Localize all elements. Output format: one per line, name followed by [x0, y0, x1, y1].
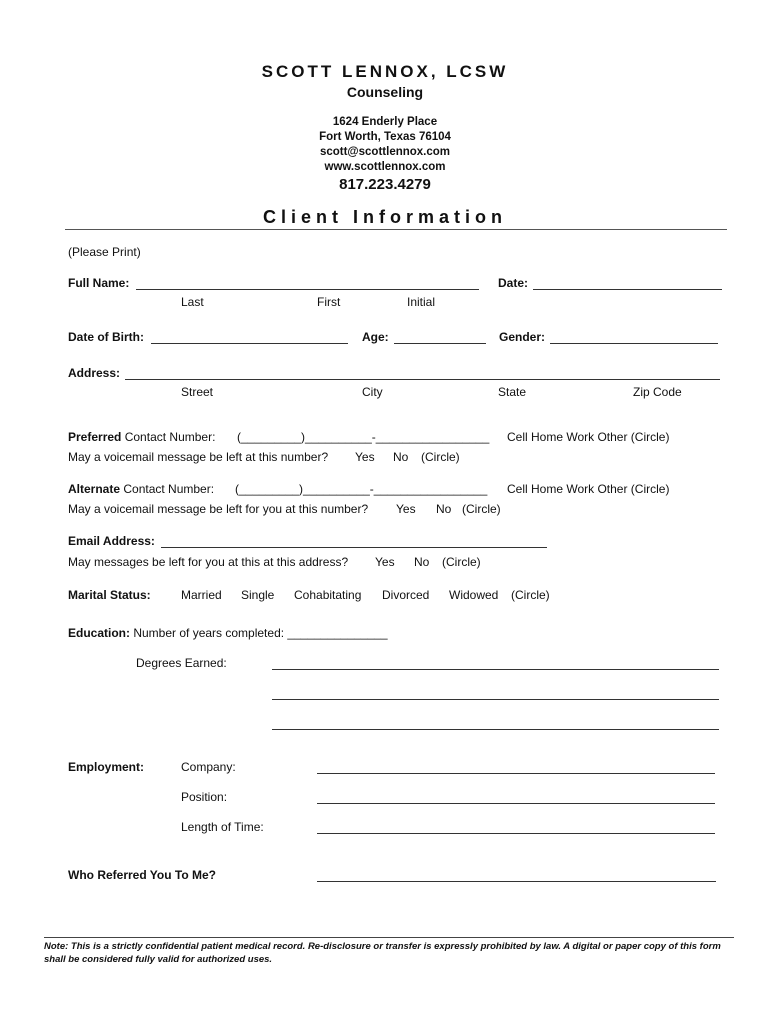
email-message-yes[interactable]: Yes — [375, 555, 395, 569]
preferred-phone-field[interactable]: (_________)__________-_________________ — [237, 430, 490, 444]
address-label: Address: — [68, 366, 121, 380]
length-of-time-field[interactable] — [317, 833, 715, 834]
alternate-voicemail-question: May a voicemail message be left for you at this number? — [68, 502, 369, 516]
company-field[interactable] — [317, 773, 715, 774]
date-label: Date: — [498, 276, 529, 290]
title-divider — [65, 229, 727, 230]
length-of-time-label: Length of Time: — [181, 820, 264, 834]
city-label: City — [362, 385, 383, 399]
circle-note: (Circle) — [462, 502, 501, 516]
age-field[interactable] — [394, 343, 486, 344]
preferred-voicemail-yes[interactable]: Yes — [355, 450, 375, 464]
preferred-label: Preferred — [68, 430, 122, 444]
alternate-phone-type[interactable]: Cell Home Work Other (Circle) — [507, 482, 670, 496]
dob-field[interactable] — [151, 343, 348, 344]
form-title: Client Information — [263, 207, 507, 227]
age-label: Age: — [362, 330, 389, 344]
degrees-field-2[interactable] — [272, 699, 719, 700]
position-field[interactable] — [317, 803, 715, 804]
first-label: First — [317, 295, 341, 309]
full-name-label: Full Name: — [68, 276, 130, 290]
position-label: Position: — [181, 790, 228, 804]
preferred-voicemail-no[interactable]: No — [393, 450, 409, 464]
contact-phone: 817.223.4279 — [339, 176, 431, 193]
degrees-field-3[interactable] — [272, 729, 719, 730]
years-completed-field[interactable]: Number of years completed: _______________ — [133, 626, 388, 640]
address-field[interactable] — [125, 379, 720, 380]
address-street: 1624 Enderly Place — [332, 116, 438, 128]
preferred-phone-type[interactable]: Cell Home Work Other (Circle) — [507, 430, 670, 444]
alternate-voicemail-no[interactable]: No — [436, 502, 452, 516]
contact-number-label: Contact Number: — [124, 430, 216, 444]
please-print-note: (Please Print) — [68, 245, 141, 259]
practitioner-name: SCOTT LENNOX, LCSW — [261, 62, 509, 81]
gender-field[interactable] — [550, 343, 718, 344]
alternate-phone-field[interactable]: (_________)__________-_________________ — [235, 482, 488, 496]
last-label: Last — [181, 295, 204, 309]
email-label: Email Address: — [68, 534, 155, 548]
alternate-contact-row — [68, 482, 214, 496]
full-name-field[interactable] — [136, 289, 479, 290]
preferred-contact-row — [68, 430, 215, 444]
education-label: Education: — [68, 626, 130, 640]
marital-option-widowed[interactable]: Widowed — [449, 588, 499, 602]
address-city: Fort Worth, Texas 76104 — [319, 131, 451, 143]
degrees-earned-label: Degrees Earned: — [136, 656, 227, 670]
email-field[interactable] — [161, 547, 547, 548]
email-message-question: May messages be left for you at this at this address? — [68, 555, 349, 569]
contact-email: scott@scottlennox.com — [319, 146, 451, 158]
initial-label: Initial — [407, 295, 436, 309]
contact-website: www.scottlennox.com — [324, 161, 446, 173]
marital-option-cohabitating[interactable]: Cohabitating — [294, 588, 362, 602]
email-message-no[interactable]: No — [414, 555, 430, 569]
degrees-field-1[interactable] — [272, 669, 719, 670]
zip-label: Zip Code — [633, 385, 682, 399]
marital-option-married[interactable]: Married — [181, 588, 222, 602]
circle-note: (Circle) — [511, 588, 550, 602]
dob-label: Date of Birth: — [68, 330, 144, 344]
gender-label: Gender: — [499, 330, 546, 344]
company-label: Company: — [181, 760, 236, 774]
education-row — [68, 626, 388, 640]
practice-type: Counseling — [346, 84, 424, 100]
street-label: Street — [181, 385, 214, 399]
confidentiality-note: Note: This is a strictly confidential patient medical record. Re-disclosure or transfer is expressly prohibited by law. A digital or paper copy of this form shall be considered fully valid for authorized uses. — [44, 937, 734, 966]
state-label: State — [498, 385, 527, 399]
date-field[interactable] — [533, 289, 722, 290]
contact-number-label: Contact Number: — [123, 482, 215, 496]
alternate-label: Alternate — [68, 482, 121, 496]
preferred-voicemail-question: May a voicemail message be left at this number? — [68, 450, 329, 464]
circle-note: (Circle) — [442, 555, 481, 569]
alternate-voicemail-yes[interactable]: Yes — [396, 502, 416, 516]
marital-option-divorced[interactable]: Divorced — [382, 588, 430, 602]
employment-label: Employment: — [68, 760, 145, 774]
marital-status-label: Marital Status: — [68, 588, 151, 602]
referred-by-label: Who Referred You To Me? — [68, 868, 217, 882]
circle-note: (Circle) — [421, 450, 460, 464]
marital-option-single[interactable]: Single — [241, 588, 275, 602]
referred-by-field[interactable] — [317, 881, 716, 882]
